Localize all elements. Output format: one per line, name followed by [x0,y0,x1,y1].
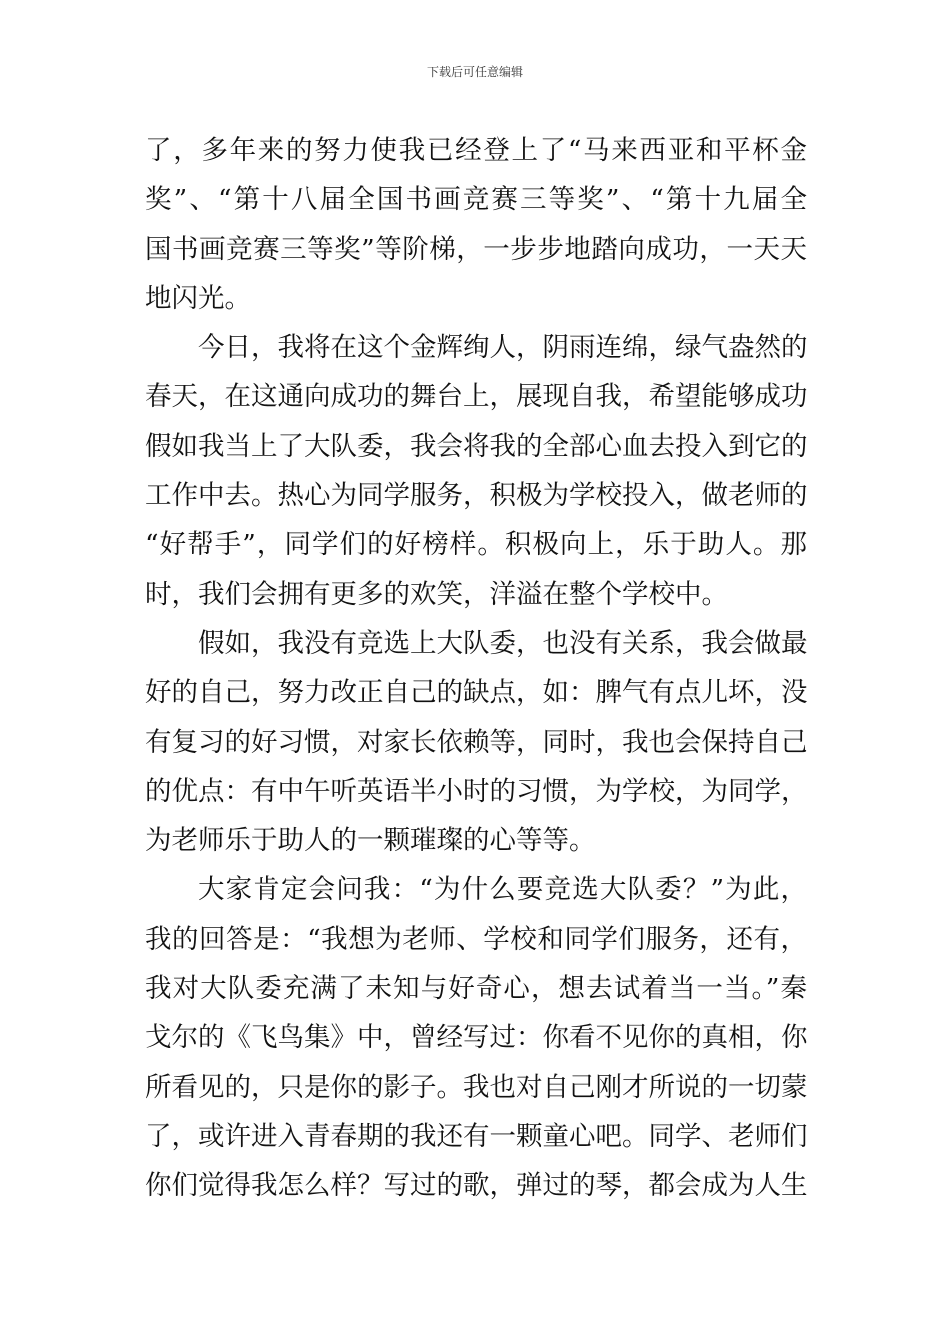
text-line: 国书画竞赛三等奖”等阶梯，一步步地踏向成功，一天天 [145,233,807,265]
text-line: 好的自己，努力改正自己的缺点，如：脾气有点儿坏，没 [145,677,808,709]
text-line: 我的回答是：“我想为老师、学校和同学们服务，还有， [145,923,807,955]
text-line: 你们觉得我怎么样？写过的歌，弹过的琴，都会成为人生 [145,1170,808,1202]
text-line: 大家肯定会问我：“为什么要竞选大队委？”为此， [198,874,807,906]
text-line: 为老师乐于助人的一颗璀璨的心等等。 [145,825,596,857]
text-line: 了，多年来的努力使我已经登上了“马来西亚和平杯金 [145,135,807,166]
text-line: 的优点：有中午听英语半小时的习惯，为学校，为同学， [145,775,808,807]
text-line: 时，我们会拥有更多的欢笑，洋溢在整个学校中。 [145,578,728,610]
document-body [145,126,807,1211]
text-line: 所看见的，只是你的影子。我也对自己刚才所说的一切蒙 [145,1071,808,1103]
text-line: 今日，我将在这个金辉绚人，阴雨连绵，绿气盎然的 [198,332,808,364]
text-line: 春天，在这通向成功的舞台上，展现自我，希望能够成功 [145,381,808,413]
text-line: 戈尔的《飞鸟集》中，曾经写过：你看不见你的真相，你 [145,1022,808,1054]
text-line: 工作中去。热心为同学服务，积极为学校投入，做老师的 [145,480,808,512]
text-line: 有复习的好习惯，对家长依赖等，同时，我也会保持自己 [145,726,808,758]
text-line: 奖”、“第十八届全国书画竞赛三等奖”、“第十九届全 [145,184,807,216]
text-line: 假如，我没有竞选上大队委，也没有关系，我会做最 [198,627,808,659]
page-header-note: 下载后可任意编辑 [426,65,523,79]
text-line: “好帮手”，同学们的好榜样。积极向上，乐于助人。那 [145,529,807,561]
text-line: 了，或许进入青春期的我还有一颗童心吧。同学、老师们 [145,1120,808,1152]
text-line: 我对大队委充满了未知与好奇心，想去试着当一当。”秦 [145,973,807,1005]
text-line: 假如我当上了大队委，我会将我的全部心血去投入到它的 [145,430,808,462]
text-line: 地闪光。 [145,282,251,314]
